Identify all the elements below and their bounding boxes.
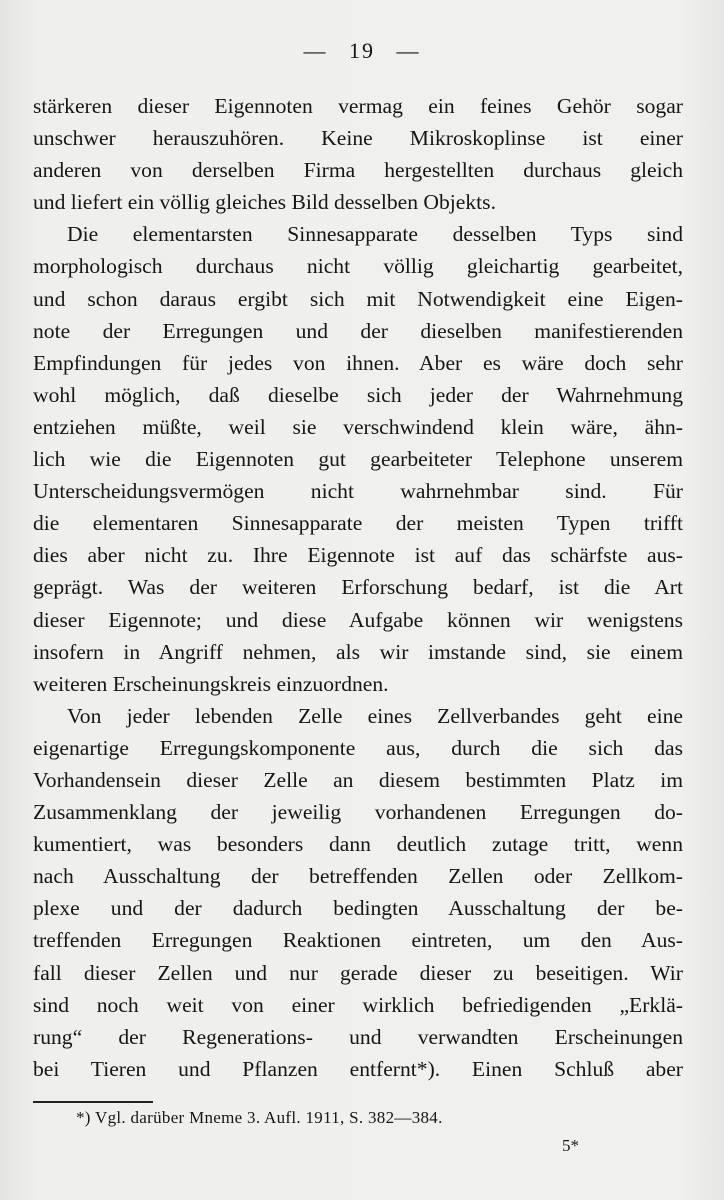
footnote-rule [33, 1101, 153, 1103]
text-line: fall dieser Zellen und nur gerade dieser zu beseitigen. Wir [33, 960, 683, 985]
text-line: anderen von derselben Firma hergestellten durchaus gleich [33, 158, 683, 183]
text-line: Die elementarsten Sinnesapparate desselben Typs sind [67, 222, 683, 247]
text-line: entziehen müßte, weil sie verschwindend klein wäre, ähn- [33, 414, 683, 439]
text-line: dieser Eigennote; und diese Aufgabe können wir wenigstens [33, 607, 683, 632]
header-dash-left: — [303, 38, 328, 63]
page-header [0, 38, 724, 64]
text-line: rung“ der Regenerations- und verwandten Erscheinungen [33, 1024, 683, 1049]
text-line: geprägt. Was der weiteren Erforschung bedarf, ist die Art [33, 575, 683, 600]
text-line: weiteren Erscheinungskreis einzuordnen. [33, 671, 389, 696]
text-line: note der Erregungen und der dieselben manifestierenden [33, 318, 683, 343]
text-line: unschwer herauszuhören. Keine Mikroskoplinse ist einer [33, 126, 683, 151]
text-line: insofern in Angriff nehmen, als wir imstande sind, sie einem [33, 639, 683, 664]
header-dash-right: — [396, 38, 421, 63]
footnote: *) Vgl. darüber Mneme 3. Aufl. 1911, S. 382—384. [76, 1108, 443, 1127]
text-line: die elementaren Sinnesapparate der meisten Typen trifft [33, 511, 683, 536]
text-line: nach Ausschaltung der betreffenden Zellen oder Zellkom- [33, 864, 683, 889]
text-line: Zusammenklang der jeweilig vorhandenen Erregungen do- [33, 800, 683, 825]
text-line: Von jeder lebenden Zelle eines Zellverbandes geht eine [67, 703, 683, 728]
text-line: morphologisch durchaus nicht völlig gleichartig gearbeitet, [33, 254, 683, 279]
text-line: bei Tieren und Pflanzen entfernt*). Einen Schluß aber [33, 1056, 683, 1081]
text-line: und liefert ein völlig gleiches Bild desselben Objekts. [33, 190, 496, 215]
text-line: Empfindungen für jedes von ihnen. Aber es wäre doch sehr [33, 350, 683, 375]
text-line: sind noch weit von einer wirklich befriedigenden „Erklä- [33, 992, 683, 1017]
text-line: Unterscheidungsvermögen nicht wahrnehmbar sind. Für [33, 479, 683, 504]
text-line: kumentiert, was besonders dann deutlich zutage tritt, wenn [33, 832, 683, 857]
text-line: eigenartige Erregungskomponente aus, durch die sich das [33, 735, 683, 760]
text-line: stärkeren dieser Eigennoten vermag ein feines Gehör sogar [33, 94, 683, 118]
text-line: lich wie die Eigennoten gut gearbeiteter Telephone unserem [33, 447, 683, 472]
body-text [33, 90, 683, 1085]
text-line: plexe und der dadurch bedingten Ausschaltung der be- [33, 896, 683, 921]
text-line: treffenden Erregungen Reaktionen eintreten, um den Aus- [33, 928, 683, 953]
text-line: und schon daraus ergibt sich mit Notwendigkeit eine Eigen- [33, 286, 683, 311]
text-line: dies aber nicht zu. Ihre Eigennote ist auf das schärfste aus- [33, 543, 683, 568]
text-line: Vorhandensein dieser Zelle an diesem bestimmten Platz im [33, 767, 683, 792]
signature-mark: 5* [562, 1136, 579, 1155]
page-number: 19 [349, 38, 375, 63]
text-line: wohl möglich, daß dieselbe sich jeder der Wahrnehmung [33, 382, 683, 407]
